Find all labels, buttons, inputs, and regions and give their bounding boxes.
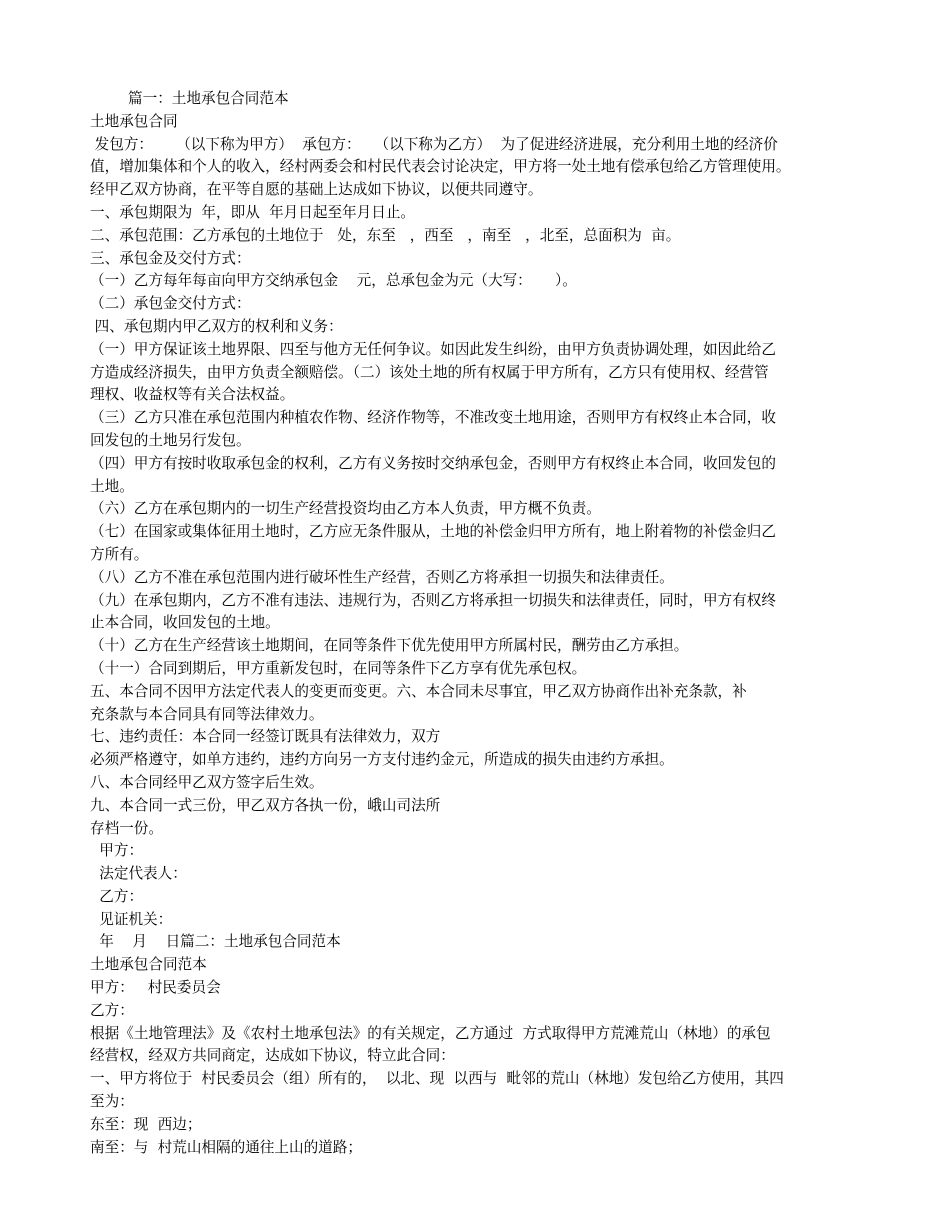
date-line: 年 月 日篇二：土地承包合同范本 xyxy=(90,933,341,951)
text-line: 土地。 xyxy=(90,477,134,495)
text-line: 经甲乙双方协商，在平等自愿的基础上达成如下协议，以便共同遵守。 xyxy=(90,181,543,199)
text-line: 乙方： xyxy=(90,1001,134,1019)
signature-field-party-b: 乙方： xyxy=(90,887,144,905)
text-line: （八）乙方不准在承包范围内进行破坏性生产经营，否则乙方将承担一切损失和法律责任。 xyxy=(90,568,674,586)
text-line: 回发包的土地另行发包。 xyxy=(90,431,251,449)
text-line: 一、甲方将位于 村民委员会（组）所有的， 以北、现 以西与 毗邻的荒山（林地）发包给乙方使用，其四 xyxy=(90,1070,784,1088)
text-line: 方所有。 xyxy=(90,545,149,563)
text-line: 方造成经济损失，由甲方负责全额赔偿。（二）该处土地的所有权属于甲方所有，乙方只有使用权、经营管 xyxy=(90,363,769,381)
text-line: （十一）合同到期后，甲方重新发包时，在同等条件下乙方享有优先承包权。 xyxy=(90,659,587,677)
text-line: 东至：现 西边； xyxy=(90,1115,202,1133)
text-line: （六）乙方在承包期内的一切生产经营投资均由乙方本人负责，甲方概不负责。 xyxy=(90,500,601,518)
signature-field-witness: 见证机关： xyxy=(90,910,173,928)
text-line: 根据《土地管理法》及《农村土地承包法》的有关规定，乙方通过 方式取得甲方荒滩荒山（林地）的承包 xyxy=(90,1024,771,1042)
contract-title-2: 土地承包合同范本 xyxy=(90,956,207,974)
text-line: （九）在承包期内，乙方不准有违法、违规行为，否则乙方将承担一切损失和法律责任，同时，甲方有权终 xyxy=(90,591,776,609)
signature-field-party-a: 甲方： xyxy=(90,842,144,860)
text-line: 三、承包金及交付方式： xyxy=(90,249,251,267)
text-line: （一）乙方每年每亩向甲方交纳承包金 元，总承包金为元（大写： ）。 xyxy=(90,272,577,290)
text-line: 存档一份。 xyxy=(90,819,163,837)
text-line: 值，增加集体和个人的收入，经村两委会和村民代表会讨论决定，甲方将一处土地有偿承包给乙方管理使用。 xyxy=(90,158,791,176)
text-line: （七）在国家或集体征用土地时，乙方应无条件服从，土地的补偿金归甲方所有，地上附着物的补偿金归乙 xyxy=(90,523,776,541)
text-line: （一）甲方保证该土地界限、四至与他方无任何争议。如因此发生纠纷，由甲方负责协调处理，如因此给乙 xyxy=(90,340,776,358)
text-line: 甲方： 村民委员会 xyxy=(90,979,221,997)
text-line: 理权、收益权等有关合法权益。 xyxy=(90,386,295,404)
text-line: 二、承包范围：乙方承包的土地位于 处，东至 ，西至 ，南至 ，北至，总面积为 亩。 xyxy=(90,226,681,244)
text-line: 九、本合同一式三份，甲乙双方各执一份，峨山司法所 xyxy=(90,796,441,814)
signature-field-legal-representative: 法定代表人： xyxy=(90,865,187,883)
text-line: 八、本合同经甲乙双方签字后生效。 xyxy=(90,773,324,791)
text-line: 五、本合同不因甲方法定代表人的变更而变更。六、本合同未尽事宜，甲乙双方协商作出补充条款，补 xyxy=(90,682,747,700)
text-line: 经营权，经双方共同商定，达成如下协议，特立此合同： xyxy=(90,1047,455,1065)
text-line: （四）甲方有按时收取承包金的权利，乙方有义务按时交纳承包金，否则甲方有权终止本合同，收回发包的 xyxy=(90,454,776,472)
section-heading-1: 篇一：土地承包合同范本 xyxy=(128,90,289,107)
text-line: 止本合同，收回发包的土地。 xyxy=(90,614,280,632)
text-line: （二）承包金交付方式： xyxy=(90,295,251,313)
text-line: 必须严格遵守，如单方违约，违约方向另一方支付违约金元，所造成的损失由违约方承担。 xyxy=(90,751,674,769)
text-line: 发包方： （以下称为甲方） 承包方： （以下称为乙方） 为了促进经济进展，充分利用土地的经济价 xyxy=(90,135,778,153)
text-line: 南至：与 村荒山相隔的通往上山的道路； xyxy=(90,1138,362,1156)
text-line: 四、承包期内甲乙双方的权利和义务： xyxy=(90,317,343,335)
document-page xyxy=(90,88,865,1159)
text-line: 七、违约责任：本合同一经签订既具有法律效力，双方 xyxy=(90,728,441,746)
text-line: 充条款与本合同具有同等法律效力。 xyxy=(90,705,324,723)
text-line: （三）乙方只准在承包范围内种植农作物、经济作物等，不准改变土地用途，否则甲方有权终止本合同，收 xyxy=(90,409,776,427)
contract-title: 土地承包合同 xyxy=(90,112,178,130)
text-line: （十）乙方在生产经营该土地期间，在同等条件下优先使用甲方所属村民，酬劳由乙方承担。 xyxy=(90,637,689,655)
text-line: 至为： xyxy=(90,1093,134,1111)
text-line: 一、承包期限为 年，即从 年月日起至年月日止。 xyxy=(90,203,416,221)
